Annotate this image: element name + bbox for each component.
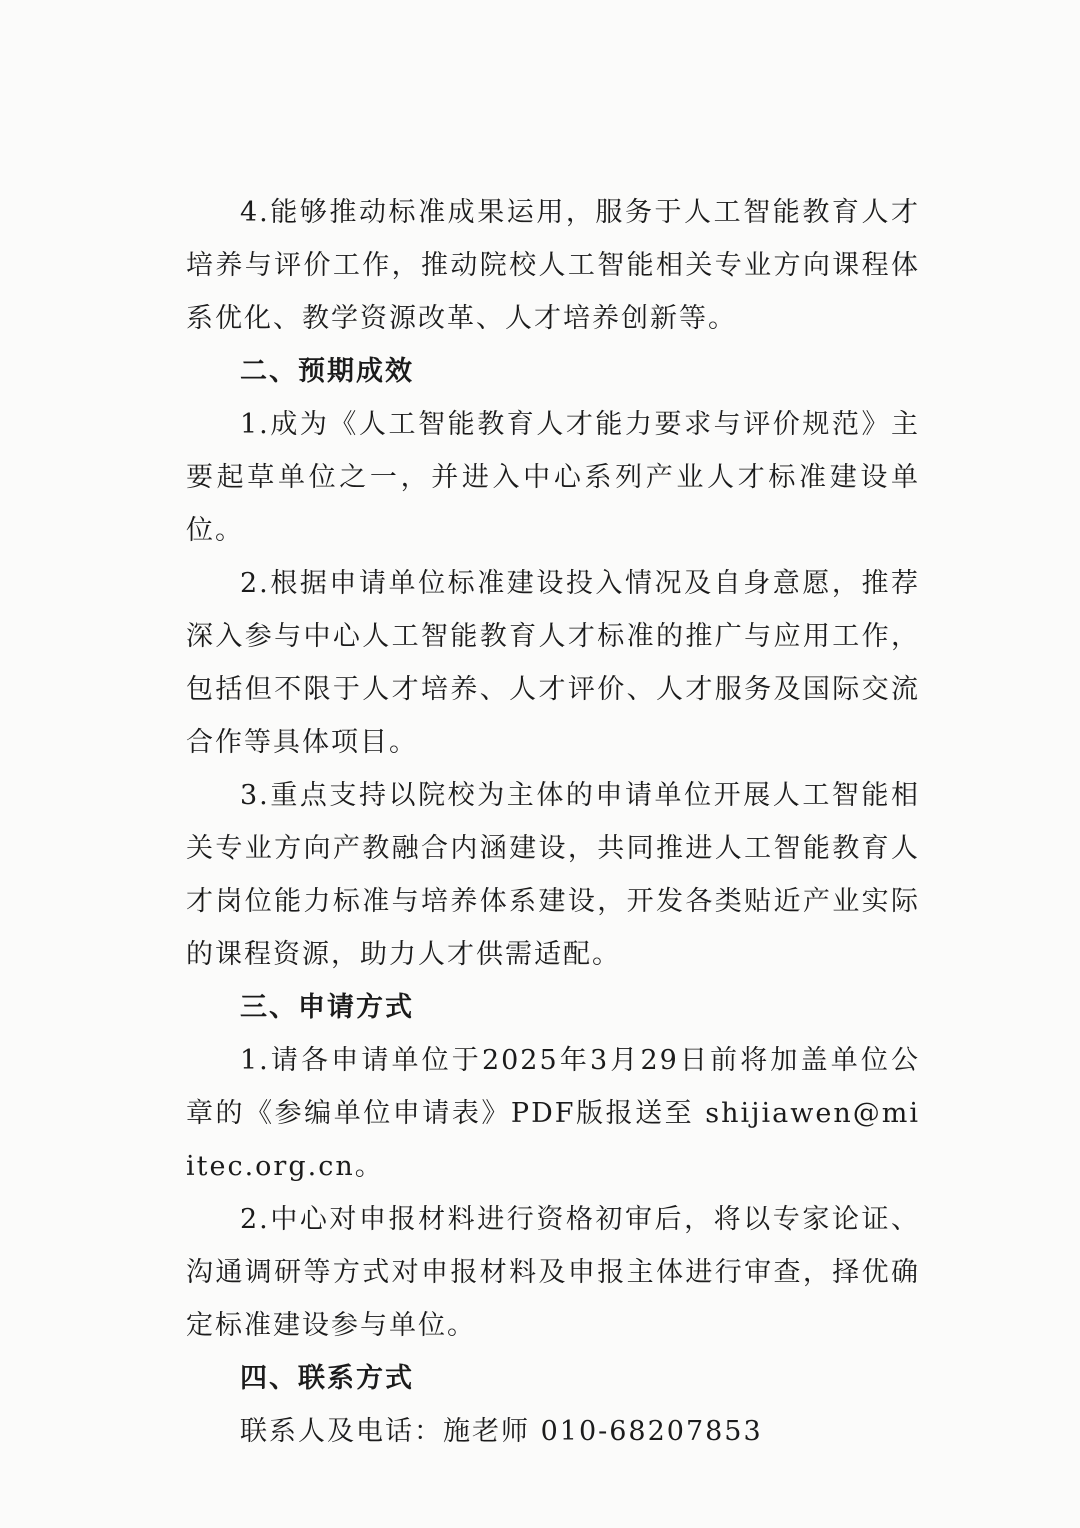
paragraph-recommend-participation: 2.根据申请单位标准建设投入情况及自身意愿，推荐深入参与中心人工智能教育人才标准的推广与应用工作，包括但不限于人才培养、人才评价、人才服务及国际交流合作等具体项目。 — [186, 568, 920, 758]
heading-expected-results: 二、预期成效 — [240, 356, 414, 387]
heading-application-method: 三、申请方式 — [240, 992, 414, 1023]
heading-contact: 四、联系方式 — [240, 1363, 414, 1394]
paragraph-key-support: 3.重点支持以院校为主体的申请单位开展人工智能相关专业方向产教融合内涵建设，共同推进人工智能教育人才岗位能力标准与培养体系建设，开发各类贴近产业实际的课程资源，助力人才供需适配。 — [186, 780, 920, 970]
contact-line: 联系人及电话：施老师 010-68207853 — [240, 1416, 763, 1447]
paragraph-submission: 1.请各申请单位于2025年3月29日前将加盖单位公章的《参编单位申请表》PDF版报送至 shijiawen@miitec.org.cn。 — [186, 1045, 920, 1182]
paragraph-review: 2.中心对申报材料进行资格初审后，将以专家论证、沟通调研等方式对申报材料及申报主体进行审查，择优确定标准建设参与单位。 — [186, 1204, 920, 1341]
paragraph-4-talent-cultivation: 4.能够推动标准成果运用，服务于人工智能教育人才培养与评价工作，推动院校人工智能相关专业方向课程体系优化、教学资源改革、人才培养创新等。 — [186, 197, 920, 334]
paragraph-drafting-unit: 1.成为《人工智能教育人才能力要求与评价规范》主要起草单位之一，并进入中心系列产业人才标准建设单位。 — [186, 409, 920, 546]
